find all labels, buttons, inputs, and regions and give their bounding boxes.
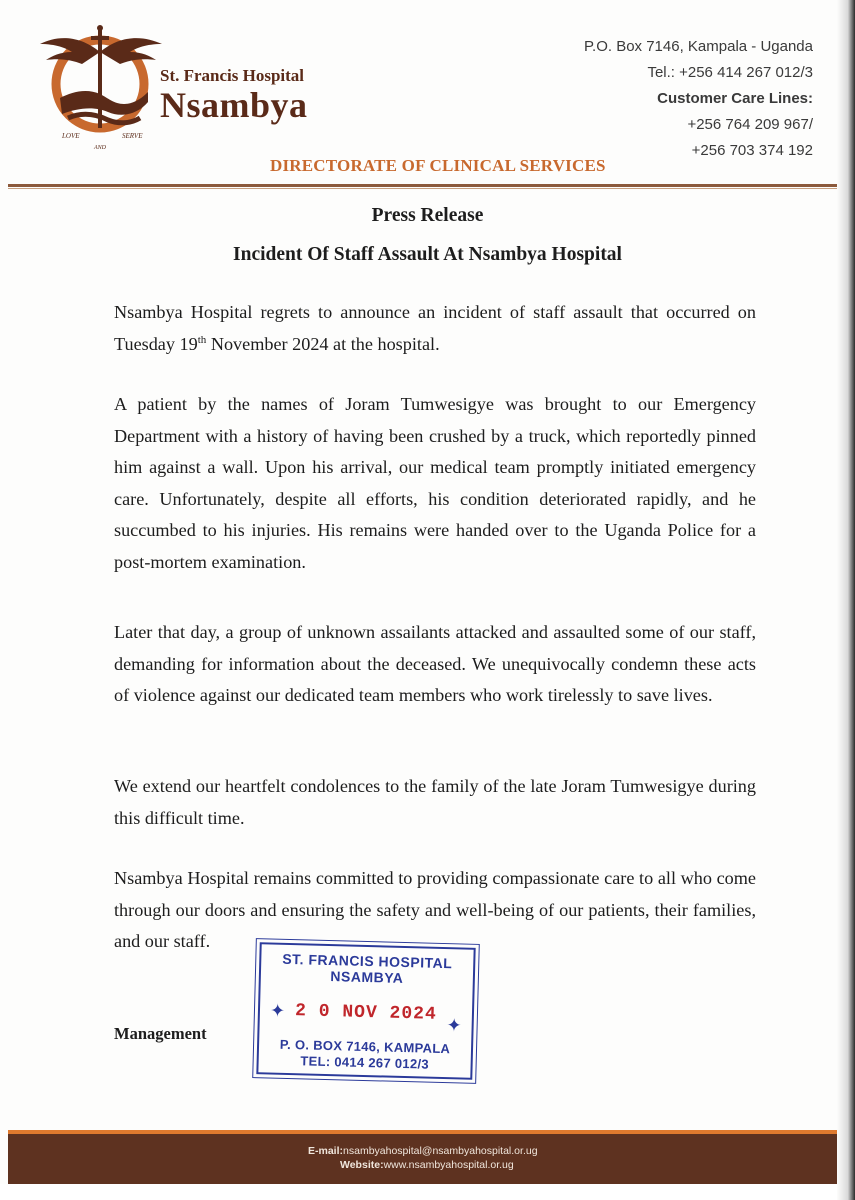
telephone: Tel.: +256 414 267 012/3 <box>647 64 813 81</box>
hospital-name-small: St. Francis Hospital <box>160 66 305 85</box>
logo-motto-left: LOVE <box>62 132 80 140</box>
logo-motto-bottom: AND <box>94 145 106 151</box>
scan-edge-shadow <box>837 0 855 1200</box>
customer-care-label: Customer Care Lines: <box>657 90 813 107</box>
paragraph-1 <box>114 297 756 360</box>
star-icon: ✦ <box>446 1015 462 1036</box>
document-title: Press Release <box>371 205 484 226</box>
paragraph-4: We extend our heartfelt condolences to the family of the late Joram Tumwesigye during this difficult time. <box>114 776 756 828</box>
stamp-line-2: NSAMBYA <box>330 968 404 986</box>
paragraph-1-text-b: November 2024 at the hospital. <box>206 333 440 354</box>
signoff: Management <box>114 1024 207 1043</box>
footer-website <box>340 1159 514 1171</box>
stamp-line-1: ST. FRANCIS HOSPITAL <box>282 950 453 972</box>
header-divider-thin <box>8 188 838 189</box>
star-icon: ✦ <box>269 1000 286 1021</box>
footer-website-label: Website: <box>340 1159 384 1171</box>
customer-care-line-2: +256 703 374 192 <box>691 142 813 159</box>
official-stamp <box>256 942 475 1080</box>
document-subtitle: Incident Of Staff Assault At Nsambya Hospital <box>233 244 622 265</box>
footer-website-value[interactable]: www.nsambyahospital.or.ug <box>383 1159 514 1171</box>
po-box: P.O. Box 7146, Kampala - Uganda <box>583 38 813 55</box>
stamp-line-3: P. O. BOX 7146, KAMPALA <box>279 1036 451 1057</box>
footer-bar <box>8 1134 840 1184</box>
paragraph-3: Later that day, a group of unknown assailants attacked and assaulted some of our staff, demanding for information about the deceased. We unequivocally condemn these acts of violence against our dedicated team members who work tirelessly to save lives. <box>114 622 756 705</box>
footer-email <box>308 1145 538 1157</box>
stamp-date: 2 0 NOV 2024 <box>294 1001 437 1025</box>
scan-bottom-margin <box>0 1184 855 1200</box>
customer-care-line-1: +256 764 209 967/ <box>687 116 813 133</box>
logo-motto-right: SERVE <box>122 132 143 140</box>
footer-email-value[interactable]: nsambyahospital@nsambyahospital.or.ug <box>343 1145 538 1157</box>
paragraph-1-text-a: Nsambya Hospital regrets to announce an incident of staff assault that occurred on Tuesday 19 <box>114 302 756 354</box>
footer-email-label: E-mail: <box>308 1145 344 1157</box>
hospital-name-big: Nsambya <box>160 85 308 125</box>
directorate-heading: DIRECTORATE OF CLINICAL SERVICES <box>270 156 606 175</box>
hospital-logo <box>38 22 168 152</box>
stamp-line-4: TEL: 0414 267 012/3 <box>300 1053 430 1072</box>
paragraph-2: A patient by the names of Joram Tumwesigye was brought to our Emergency Department with a history of having been crushed by a truck, which reportedly pinned him against a wall. Upon his arrival, our medical team promptly initiated emergency care. Unfortunately, despite all efforts, his condition deteriorated rapidly, and he succumbed to his injuries. His remains were handed over to the Uganda Police for a post-mortem examination. <box>114 394 756 572</box>
header-divider <box>8 184 838 187</box>
contact-block <box>584 34 813 164</box>
paragraph-5: Nsambya Hospital remains committed to providing compassionate care to all who come through our doors and ensuring the safety and well-being of our patients, their families, and our staff. <box>114 868 756 951</box>
paragraph-1-ordinal: th <box>197 333 207 346</box>
